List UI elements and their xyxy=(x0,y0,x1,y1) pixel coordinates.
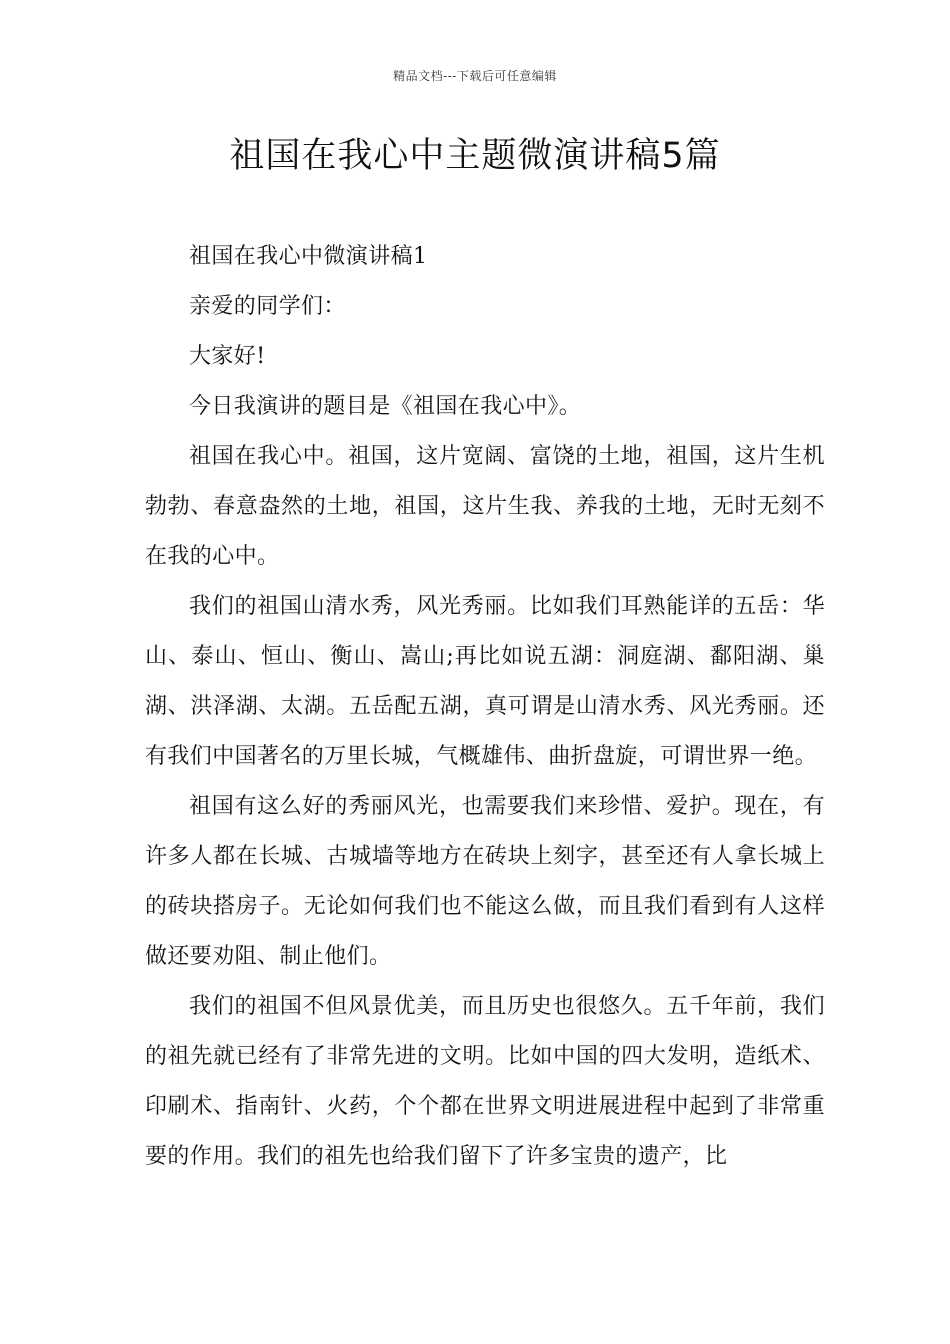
paragraph-body: 祖国在我心中。祖国，这片宽阔、富饶的土地，祖国，这片生机勃勃、春意盎然的土地，祖国，这片生我、养我的土地，无时无刻不在我的心中。 xyxy=(145,444,825,569)
document-title: 祖国在我心中主题微演讲稿5篇 xyxy=(229,136,721,176)
paragraph-body: 我们的祖国不但风景优美，而且历史也很悠久。五千年前，我们的祖先就已经有了非常先进的文明。比如中国的四大发明，造纸术、印刷术、指南针、火药，个个都在世界文明进展进程中起到了非常重要的作用。我们的祖先也给我们留下了许多宝贵的遗产，比 xyxy=(145,994,825,1169)
document-body xyxy=(145,232,825,1182)
paragraph-hello: 大家好! xyxy=(189,344,266,369)
paragraph-body: 我们的祖国山清水秀，风光秀丽。比如我们耳熟能详的五岳：华山、泰山、恒山、衡山、嵩山;再比如说五湖：洞庭湖、鄱阳湖、巢湖、洪泽湖、太湖。五岳配五湖，真可谓是山清水秀、风光秀丽。还有我们中国著名的万里长城，气概雄伟、曲折盘旋，可谓世界一绝。 xyxy=(145,594,825,769)
paragraph-body: 祖国有这么好的秀丽风光，也需要我们来珍惜、爱护。现在，有许多人都在长城、古城墙等地方在砖块上刻字，甚至还有人拿长城上的砖块搭房子。无论如何我们也不能这么做，而且我们看到有人这样做还要劝阻、制止他们。 xyxy=(145,794,825,969)
paragraph-topic: 今日我演讲的题目是《祖国在我心中》。 xyxy=(189,394,582,419)
header-note: 精品文档---下载后可任意编辑 xyxy=(393,69,557,83)
paragraph-subtitle: 祖国在我心中微演讲稿1 xyxy=(189,244,428,269)
paragraph-greeting: 亲爱的同学们： xyxy=(189,294,346,319)
